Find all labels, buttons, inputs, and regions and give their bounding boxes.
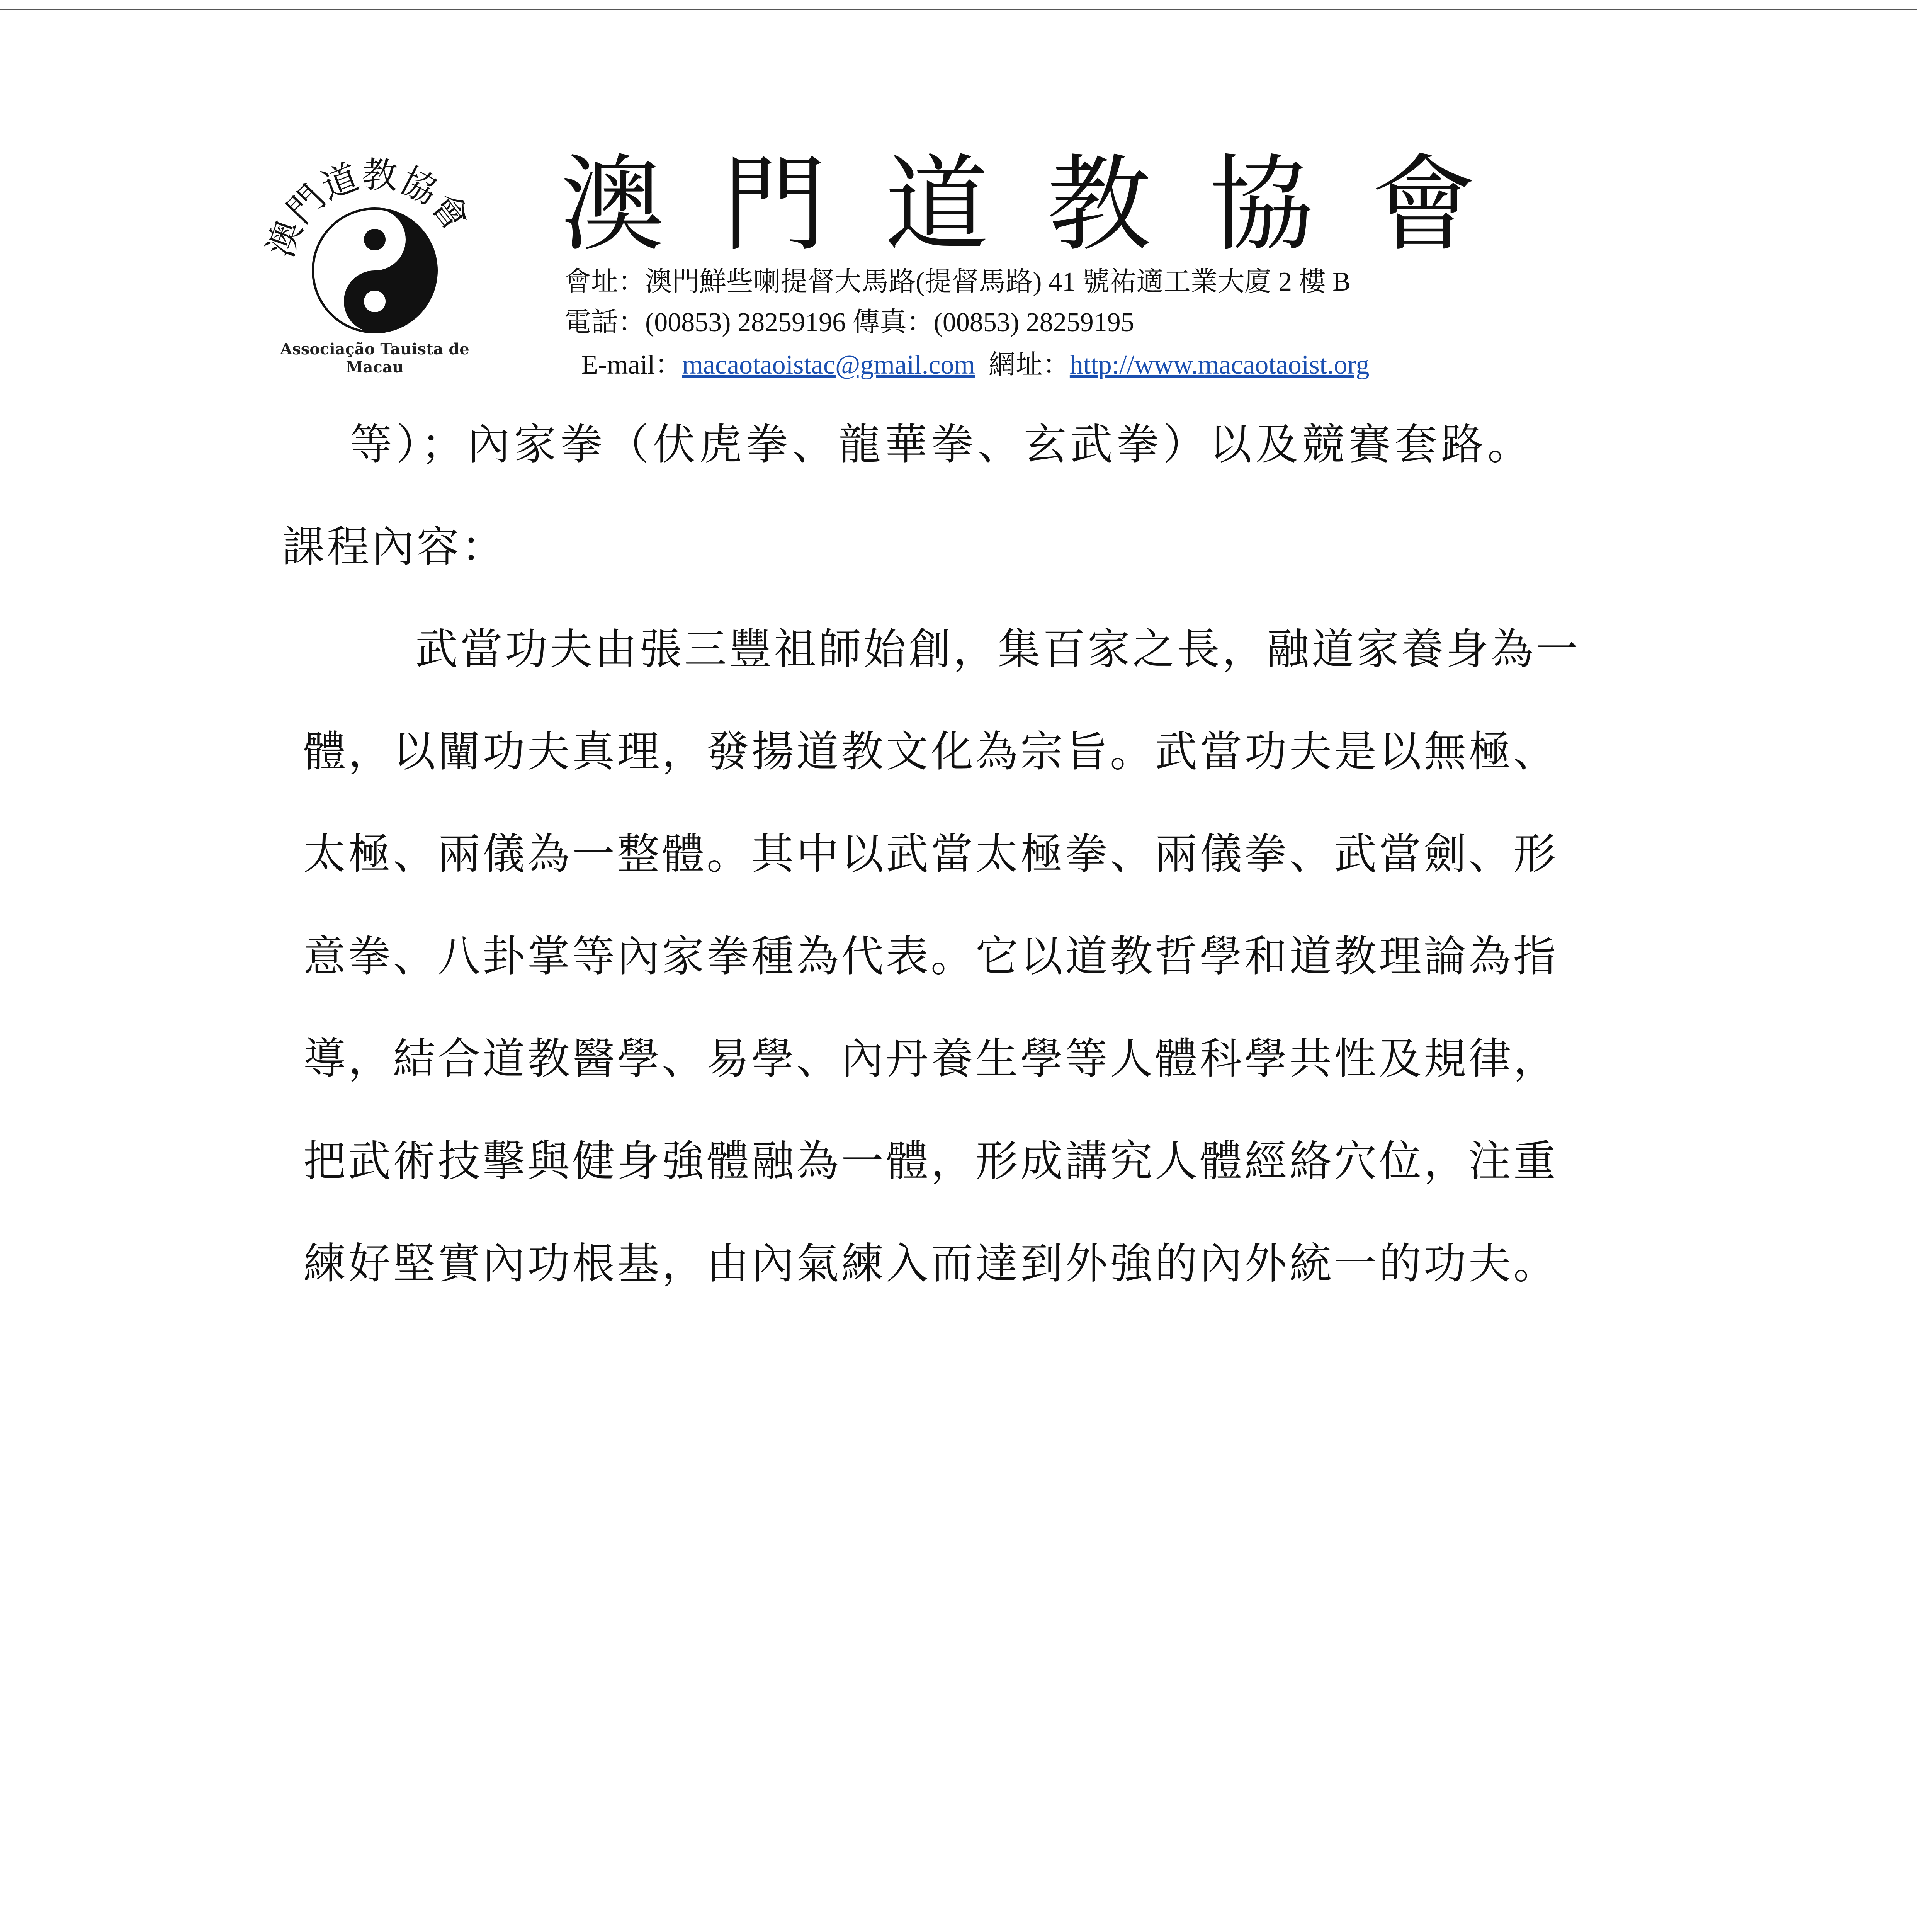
paragraph-line: 導，結合道教醫學、易學、內丹養生學等人體科學共性及規律， bbox=[303, 1034, 1558, 1083]
logo-caption: Associação Tauista de Macau bbox=[280, 340, 469, 376]
paragraph-line: 太極、兩儀為一整體。其中以武當太極拳、兩儀拳、武當劍、形 bbox=[303, 829, 1558, 879]
email-website-line bbox=[581, 348, 1370, 383]
phone-fax-line: 電話：(00853) 28259196 傳真：(00853) 28259195 bbox=[564, 308, 1134, 337]
email-label: E-mail： bbox=[581, 350, 682, 380]
taoist-association-logo bbox=[255, 143, 495, 359]
paragraph-line: 練好堅實內功根基，由內氣練入而達到外強的內外統一的功夫。 bbox=[303, 1239, 1558, 1288]
paragraph-line: 武當功夫由張三豐祖師始創，集百家之長，融道家養身為一 bbox=[415, 624, 1581, 674]
paragraph-line: 意拳、八卦掌等內家拳種為代表。它以道教哲學和道教理論為指 bbox=[303, 932, 1558, 981]
logo-ring-text: 澳門道教協會 bbox=[259, 153, 478, 263]
website-link[interactable]: http://www.macaotaoist.org bbox=[1069, 350, 1370, 380]
paragraph-line: 體，以闡功夫真理，發揚道教文化為宗旨。武當功夫是以無極、 bbox=[303, 727, 1558, 776]
scan-edge-line bbox=[0, 9, 1917, 10]
yin-yang-icon bbox=[255, 143, 495, 359]
section-title: 課程內容： bbox=[282, 522, 506, 571]
paragraph-line: 把武術技擊與健身強體融為一體，形成講究人體經絡穴位，注重 bbox=[303, 1136, 1558, 1186]
email-link[interactable]: macaotaoistac@gmail.com bbox=[682, 350, 975, 380]
organization-name: 澳門道教協會 bbox=[560, 144, 1534, 265]
address-line: 會址：澳門鮮些喇提督大馬路(提督馬路) 41 號祐適工業大廈 2 樓 B bbox=[564, 267, 1351, 297]
website-label: 網址： bbox=[988, 350, 1070, 380]
continuation-line: 等）；內家拳（伏虎拳、龍華拳、玄武拳）以及競賽套路。 bbox=[350, 420, 1534, 469]
